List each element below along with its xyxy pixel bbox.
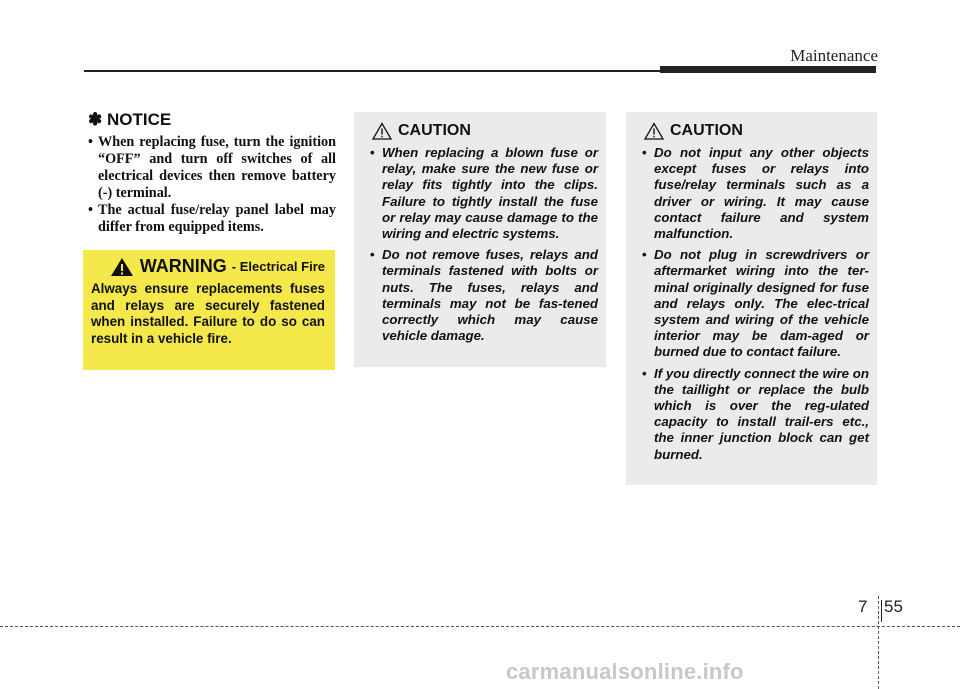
notice-list [88,134,336,236]
notice-item: • When replacing fuse, turn the ignition “OFF” and turn off switches of all electrical devices then remove battery (-) terminal. [88,134,336,201]
watermark-link[interactable]: carmanualsonline.info [506,659,744,684]
header-rule-thick [660,66,876,73]
section-title: Maintenance [790,46,878,65]
caution-list [642,145,869,463]
chapter-number: 7 [858,597,868,616]
bullet: • [642,365,647,381]
caution-box-right [626,112,877,485]
caution-box-left [354,112,606,367]
warning-header [91,256,325,277]
bullet: • [88,202,93,218]
bullet: • [642,247,647,263]
caution-list [370,145,598,344]
warning-subtitle: - Electrical Fire [231,259,325,274]
bullet: • [370,145,375,160]
warning-triangle-icon [110,257,134,277]
caution-header [642,122,869,140]
caution-label: CAUTION [398,122,471,139]
caution-triangle-icon [372,122,392,140]
notice-item: • The actual fuse/relay panel label may differ from equipped items. [88,202,336,235]
page-number-separator [881,600,882,622]
warning-box [83,250,335,370]
caution-item: • Do not input any other objects except fuses or relays into fuse/relay terminals such as a driver or wiring. It may cause contact failure and system malfunction. [642,145,869,242]
caution-label: CAUTION [670,122,743,139]
header-rule-thin [84,70,664,72]
caution-triangle-icon [644,122,664,140]
warning-body: Always ensure replacements fuses and relays are securely fastened when installed. Failure to do so can result in a vehicle fire. [91,281,325,346]
page-number: 55 [884,597,903,616]
bullet: • [642,145,647,160]
footer-dashed-rule [0,626,960,627]
bullet: • [370,247,375,263]
caution-item: • When replacing a blown fuse or relay, make sure the new fuse or relay fits tightly into the clips. Failure to tightly install the fuse or relay may cause damage to the wiring and electric systems. [370,145,598,242]
caution-item: • Do not plug in screwdrivers or aftermarket wiring into the ter-minal originally designed for fuse and relays only. The elec-trical system and wiring of the vehicle interior may be dam-aged or burned due to contact failure. [642,247,869,360]
notice-title: ✽ NOTICE [88,110,172,129]
bullet: • [88,134,93,150]
notice-section [88,110,336,236]
caution-item: • Do not remove fuses, relays and terminals fastened with bolts or nuts. The fuses, relays and terminals may not be fas-tened correctly which may cause vehicle damage. [370,247,598,344]
warning-label: WARNING [139,256,227,276]
footer-vertical-dashed-rule [878,596,879,689]
caution-item: • If you directly connect the wire on the taillight or replace the bulb which is over the reg-ulated capacity to install trail-ers etc., the inner junction block can get burned. [642,365,870,462]
caution-header [370,122,598,140]
